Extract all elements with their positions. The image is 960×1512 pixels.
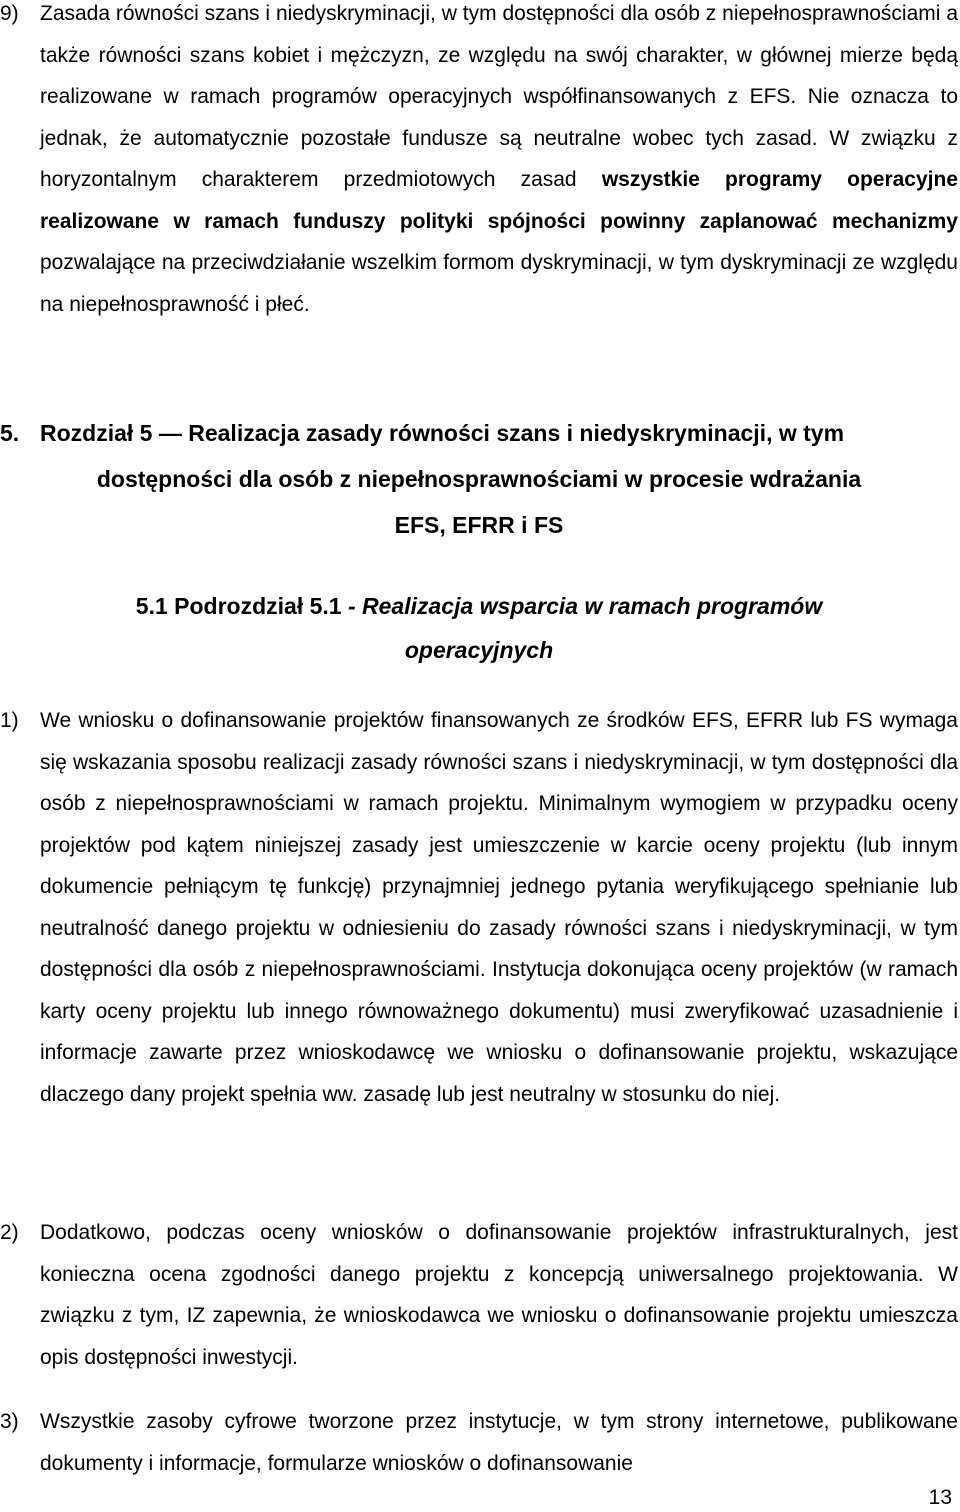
list-item-number: 3) bbox=[0, 1410, 19, 1433]
list-item-1 bbox=[0, 700, 958, 1115]
list-item-number: 2) bbox=[0, 1221, 19, 1244]
chapter-title-line-1: Rozdział 5 — Realizacja zasady równości szans i niedyskryminacji, w tym bbox=[40, 420, 845, 446]
list-item-text bbox=[40, 0, 958, 325]
chapter-title-line-3: EFS, EFRR i FS bbox=[394, 512, 564, 538]
list-item-2 bbox=[0, 1212, 958, 1378]
subchapter-heading bbox=[0, 584, 958, 672]
paragraph-text-continued: pozwalające na przeciwdziałanie wszelkim formom dyskryminacji, w tym dyskryminacji ze względu na niepełnosprawność i płeć. bbox=[40, 251, 958, 316]
list-item-3 bbox=[0, 1401, 958, 1484]
page-number: 13 bbox=[928, 1486, 952, 1509]
list-item-number: 1) bbox=[0, 709, 19, 732]
list-item-text: Wszystkie zasoby cyfrowe tworzone przez instytucje, w tym strony internetowe, publikowane dokumenty i informacje, formularze wniosków o dofinansowanie bbox=[40, 1410, 958, 1475]
list-item-text: Dodatkowo, podczas oceny wniosków o dofinansowanie projektów infrastrukturalnych, jest konieczna ocena zgodności danego projektu z koncepcją uniwersalnego projektowania. W związku z tym, IZ zapewnia, że wnioskodawca we wniosku o dofinansowanie projektu umieszcza opis dostępności inwestycji. bbox=[40, 1221, 958, 1369]
chapter-title-line-2: dostępności dla osób z niepełnosprawnościami w procesie wdrażania bbox=[96, 466, 862, 492]
chapter-number: 5. bbox=[0, 420, 20, 446]
subchapter-title-line-1: - Realizacja wsparcia w ramach programów bbox=[341, 593, 823, 619]
paragraph-bold-text: wszystkie programy operacyjne realizowane w ramach funduszy polityki spójności powinny zaplanować mechanizmy bbox=[40, 168, 958, 233]
list-item-9 bbox=[0, 0, 958, 325]
paragraph-text: Zasada równości szans i niedyskryminacji, w tym dostępności dla osób z niepełnosprawnościami a także równości szans kobiet i mężczyzn, ze względu na swój charakter, w głównej mierze będą realizowane w ramach programów operacyjnych współfinansowanych z EFS. Nie oznacza to jednak, że automatycznie pozostałe fundusze są neutralne wobec tych zasad. W związku z horyzontalnym charakterem przedmiotowych zasad bbox=[40, 2, 958, 191]
subchapter-title-line-2: operacyjnych bbox=[404, 637, 554, 663]
chapter-heading bbox=[0, 410, 958, 548]
list-item-text: We wniosku o dofinansowanie projektów finansowanych ze środków EFS, EFRR lub FS wymaga się wskazania sposobu realizacji zasady równości szans i niedyskryminacji, w tym dostępności dla osób z niepełnosprawnościami w ramach projektu. Minimalnym wymogiem w przypadku oceny projektów pod kątem niniejszej zasady jest umieszczenie w karcie oceny projektu (lub innym dokumencie pełniącym tę funkcję) przynajmniej jednego pytania weryfikującego spełnianie lub neutralność danego projektu w odniesieniu do zasady równości szans i niedyskryminacji, w tym dostępności dla osób z niepełnosprawnościami. Instytucja dokonująca oceny projektów (w ramach karty oceny projektu lub innego równoważnego dokumentu) musi zweryfikować uzasadnienie i informacje zawarte przez wnioskodawcę we wniosku o dofinansowanie projektu, wskazujące dlaczego dany projekt spełnia ww. zasadę lub jest neutralny w stosunku do niej. bbox=[40, 709, 958, 1106]
subchapter-number: 5.1 Podrozdział 5.1 bbox=[135, 593, 342, 619]
list-item-number: 9) bbox=[0, 2, 19, 25]
